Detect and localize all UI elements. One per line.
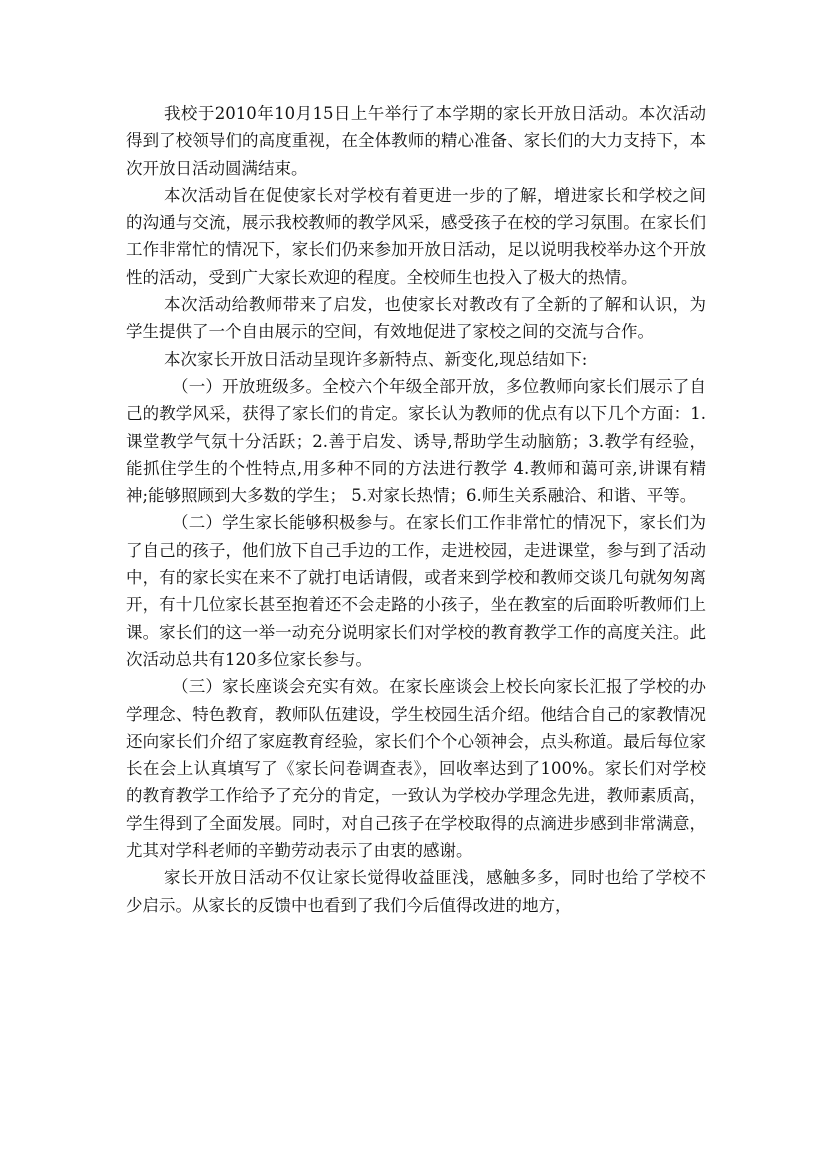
paragraph-purpose: 本次活动旨在促使家长对学校有着更进一步的了解，增进家长和学校之间的沟通与交流，展示我校教师的教学风采，感受孩子在校的学习氛围。在家长们工作非常忙的情况下，家长们仍来参加开放日活动，足以说明我校举办这个开放性的活动，受到广大家长欢迎的程度。全校师生也投入了极大的热情。 (126, 185, 706, 287)
paragraph-summary-intro: 本次家长开放日活动呈现许多新特点、新变化,现总结如下: (164, 349, 588, 369)
paragraph-point-three: （三）家长座谈会充实有效。在家长座谈会上校长向家长汇报了学校的办学理念、特色教育，教师队伍建设，学生校园生活介绍。他结合自己的家教情况还向家长们介绍了家庭教育经验，家长们个个心领神会，点头称道。最后每位家长在会上认真填写了《家长问卷调查表》，回收率达到了100%。家长们对学校的教育教学工作给予了充分的肯定，一致认为学校办学理念先进，教师素质高，学生得到了全面发展。同时，对自己孩子在学校取得的点滴进步感到非常满意，尤其对学科老师的辛勤劳动表示了由衷的感谢。 (126, 677, 706, 861)
paragraph-point-one: （一）开放班级多。全校六个年级全部开放，多位教师向家长们展示了自己的教学风采，获得了家长们的肯定。家长认为教师的优点有以下几个方面：1.课堂教学气氛十分活跃；2.善于启发、诱导,帮助学生动脑筋；3.教学有经验，能抓住学生的个性特点,用多种不同的方法进行教学 4.教师和蔼可亲,讲课有精神;能够照顾到大多数的学生； 5.对家长热情；6.师生关系融洽、和谐、平等。 (126, 376, 706, 506)
paragraph-intro: 我校于2010年10月15日上午举行了本学期的家长开放日活动。本次活动得到了校领导们的高度重视，在全体教师的精心准备、家长们的大力支持下，本次开放日活动圆满结束。 (126, 104, 706, 178)
paragraph-conclusion: 家长开放日活动不仅让家长觉得收益匪浅，感触多多，同时也给了学校不少启示。从家长的反馈中也看到了我们今后值得改进的地方， (126, 868, 706, 915)
paragraph-inspiration: 本次活动给教师带来了启发，也使家长对教改有了全新的了解和认识，为学生提供了一个自由展示的空间，有效地促进了家校之间的交流与合作。 (126, 295, 706, 342)
document-body (126, 100, 706, 919)
paragraph-point-two: （二）学生家长能够积极参与。在家长们工作非常忙的情况下，家长们为了自己的孩子，他们放下自己手边的工作，走进校园，走进课堂，参与到了活动中，有的家长实在来不了就打电话请假，或者来到学校和教师交谈几句就匆匆离开，有十几位家长甚至抱着还不会走路的小孩子，坐在教室的后面聆听教师们上课。家长们的这一举一动充分说明家长们对学校的教育教学工作的高度关注。此次活动总共有120多位家长参与。 (126, 513, 706, 669)
